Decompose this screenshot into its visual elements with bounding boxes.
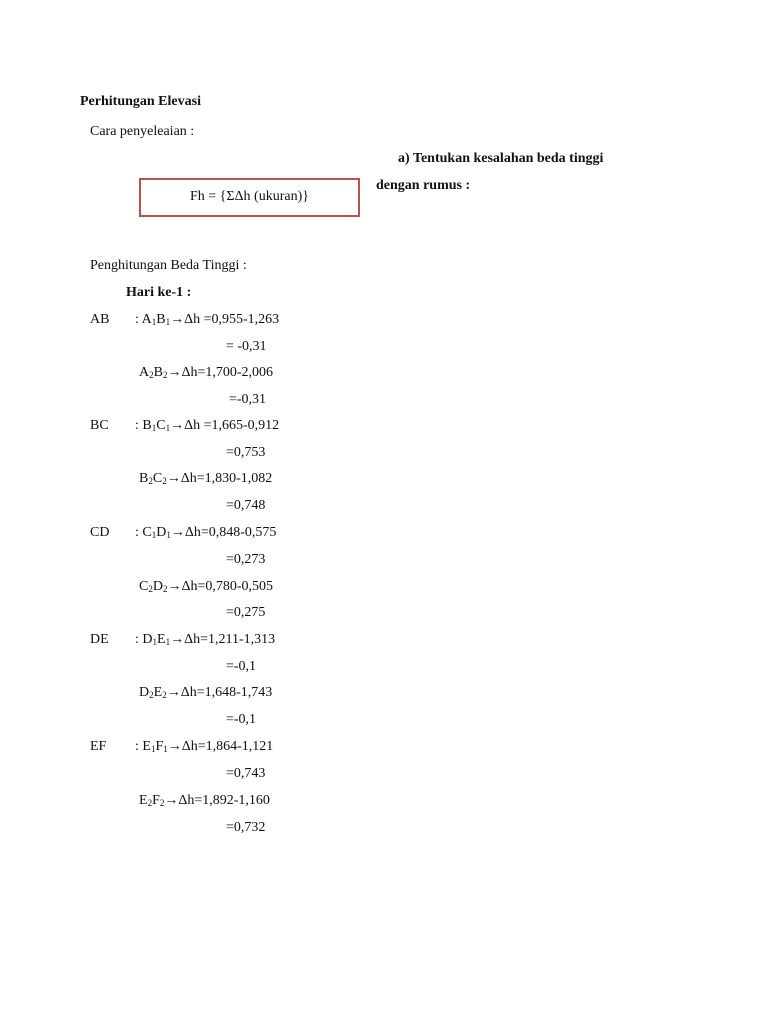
section-heading: Penghitungan Beda Tinggi : (90, 258, 247, 273)
segment-label: AB (90, 312, 110, 327)
page-title: Perhitungan Elevasi (80, 94, 201, 109)
delta-h-equation: : $A_1B_1\to\Delta h =0,955-1,263$ (135, 312, 280, 327)
day-heading: Hari ke-1 : (126, 285, 192, 300)
delta-h-result: =0,275 (226, 605, 266, 620)
segment-label: DE (90, 632, 109, 647)
segment-label: BC (90, 418, 109, 433)
delta-h-result: =0,748 (226, 498, 266, 513)
task-heading: a) Tentukan kesalahan beda tinggi (398, 151, 604, 166)
delta-h-equation: $D_2E_2\to\Delta h=1,648-1,743$ (139, 685, 273, 700)
delta-h-result: =-0,31 (229, 392, 267, 407)
delta-h-result: =-0,1 (226, 659, 257, 674)
delta-h-result: =0,743 (226, 766, 266, 781)
delta-h-result: =0,732 (226, 820, 266, 835)
task-heading-continued: dengan rumus : (376, 178, 471, 193)
segment-label: CD (90, 525, 110, 540)
delta-h-equation: : $B_1C_1\to\Delta h =1,665-0,912$ (135, 418, 280, 433)
delta-h-equation: $E_2F_2\to\Delta h=1,892-1,160$ (139, 793, 270, 808)
delta-h-result: =0,273 (226, 552, 266, 567)
delta-h-equation: : $D_1E_1\to\Delta h=1,211-1,313$ (135, 632, 276, 647)
delta-h-result: =0,753 (226, 445, 266, 460)
delta-h-equation: : $E_1F_1\to\Delta h=1,864-1,121$ (135, 739, 274, 754)
formula-box (139, 178, 360, 217)
delta-h-equation: : $C_1D_1\to\Delta h=0,848-0,575$ (135, 525, 277, 540)
delta-h-equation: $A_2B_2\to\Delta h=1,700-2,006$ (139, 365, 274, 380)
delta-h-result: =-0,1 (226, 712, 257, 727)
segment-label: EF (90, 739, 107, 754)
delta-h-equation: $B_2C_2\to\Delta h=1,830-1,082$ (139, 471, 273, 486)
intro-text: Cara penyeleaian : (90, 124, 195, 139)
delta-h-result: = -0,31 (226, 339, 267, 354)
formula-text: Fh = {ΣΔh (ukuran)} (190, 189, 309, 204)
delta-h-equation: $C_2D_2\to\Delta h=0,780-0,505$ (139, 579, 274, 594)
